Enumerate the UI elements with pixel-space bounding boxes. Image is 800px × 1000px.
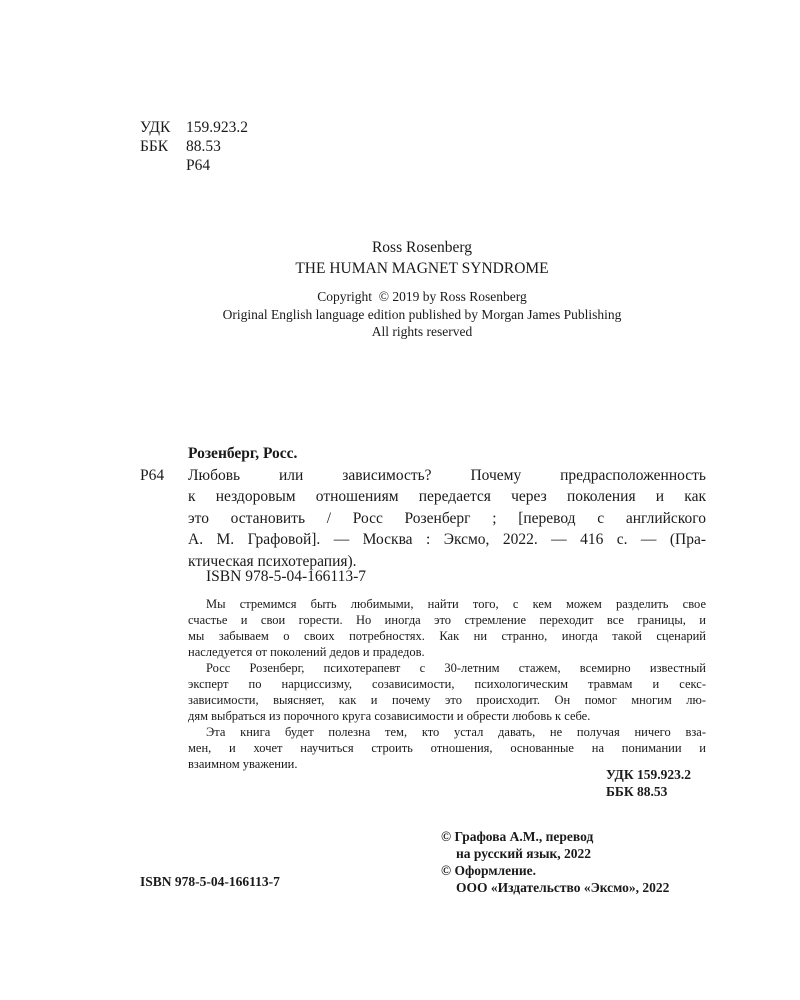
entry-line: Любовь или зависимость? Почему предрасположенность: [188, 466, 706, 484]
translation-copyright-cont: на русский язык, 2022: [456, 846, 592, 861]
annotation-line: мен, и хочет научиться строить отношения, основанные на понимании и: [188, 741, 706, 755]
copyright-line: Copyright © 2019 by Ross Rosenberg: [317, 289, 527, 304]
annotation-line: Росс Розенберг, психотерапевт с 30-летним стажем, всемирно известный: [206, 661, 706, 675]
copyright-notices: [441, 828, 669, 896]
publisher-copyright: ООО «Издательство «Эксмо», 2022: [456, 880, 670, 895]
annotation-line: мы забываем о своих потребностях. Как ни странно, иногда такой сценарий: [188, 629, 706, 643]
bottom-udk: УДК 159.923.2: [606, 767, 691, 782]
entry-isbn: ISBN 978-5-04-166113-7: [206, 568, 367, 585]
author-sign-row: [140, 156, 248, 175]
udk-label: УДК: [140, 119, 171, 136]
entry-line: ктическая психотерапия).: [188, 552, 357, 570]
rights-reserved: All rights reserved: [371, 324, 473, 339]
design-copyright: © Оформление.: [441, 863, 537, 878]
classification-codes: [140, 118, 248, 175]
bottom-codes: [606, 766, 691, 800]
original-author: Ross Rosenberg: [371, 239, 473, 256]
author-sign: Р64: [186, 157, 211, 174]
annotation: [188, 596, 706, 772]
bibliographic-entry: [140, 443, 706, 572]
bbk-label: ББК: [140, 138, 169, 155]
annotation-line: эксперт по нарциссизму, созависимости, психологическим травмам и секс-: [188, 677, 706, 691]
edition-line: Original English language edition published by Morgan James Publishing: [222, 306, 622, 322]
original-title: THE HUMAN MAGNET SYNDROME: [295, 260, 549, 277]
entry-description: [188, 465, 706, 573]
annotation-line: счастье и свои горести. Но иногда это стремление переходит все границы, и: [188, 613, 706, 627]
bbk-row: [140, 137, 248, 156]
annotation-line: зависимости, выясняет, как и почему это происходит. Он помог многим лю-: [188, 693, 706, 707]
bbk-value: 88.53: [186, 138, 221, 155]
annotation-line: Мы стремимся быть любимыми, найти того, с кем можем разделить свое: [206, 597, 706, 611]
annotation-line: дям выбраться из порочного круга созависимости и обрести любовь к себе.: [188, 709, 591, 723]
rights-block: [0, 288, 800, 341]
udk-value: 159.923.2: [186, 119, 248, 136]
annotation-line: Эта книга будет полезна тем, кто устал давать, не получая ничего вза-: [206, 725, 706, 739]
entry-author: Розенберг, Росс.: [188, 445, 298, 462]
annotation-line: взаимном уважении.: [188, 757, 298, 771]
original-edition-block: [0, 237, 800, 279]
bottom-isbn: ISBN 978-5-04-166113-7: [140, 874, 280, 889]
entry-sign: Р64: [140, 466, 165, 484]
translation-copyright: © Графова А.М., перевод: [441, 829, 594, 844]
entry-line: это остановить / Росс Розенберг ; [перевод с английского: [188, 509, 706, 527]
udk-row: [140, 118, 248, 137]
annotation-line: наследуется от поколений дедов и прадедов.: [188, 645, 425, 659]
entry-line: А. М. Графовой]. — Москва : Эксмо, 2022. — 416 с. — (Пра-: [188, 531, 706, 548]
entry-line: к нездоровым отношениям передается через поколения и как: [188, 488, 706, 505]
bottom-bbk: ББК 88.53: [606, 784, 668, 799]
